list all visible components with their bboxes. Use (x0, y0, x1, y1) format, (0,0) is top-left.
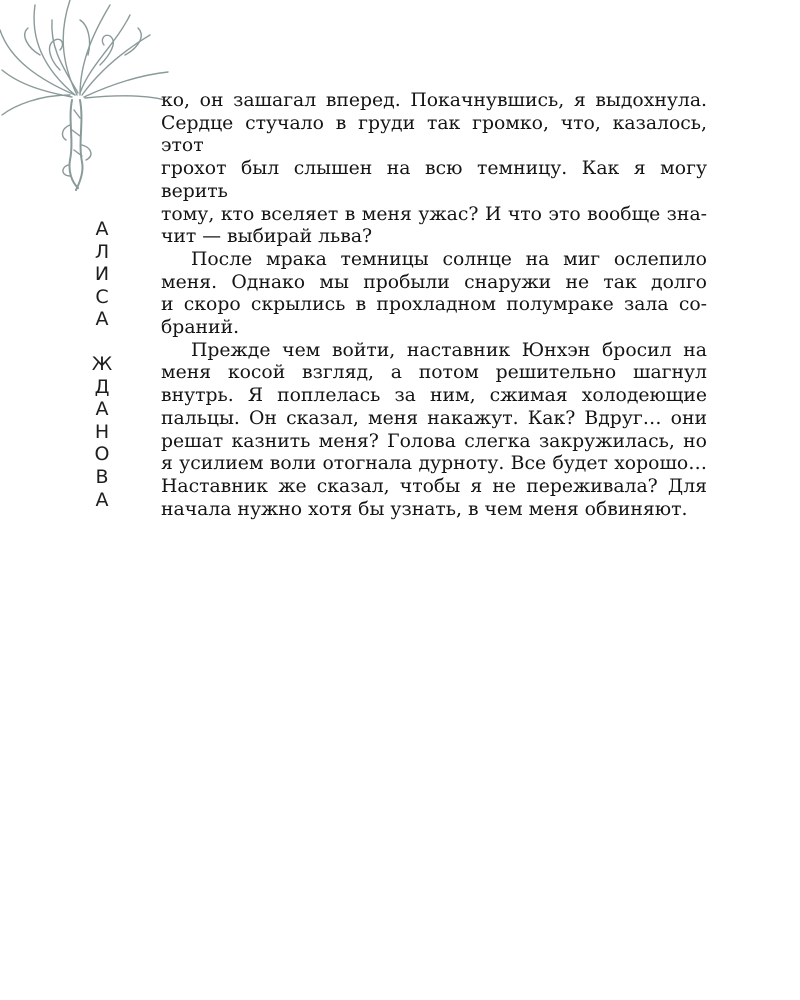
author-letter: А (95, 308, 109, 331)
text-line: Сердце стучало в груди так громко, что, казалось, этот (161, 112, 707, 157)
author-name-gap (88, 331, 116, 353)
text-line: внутрь. Я поплелась за ним, сжимая холодеющие (161, 385, 707, 407)
author-letter: Н (94, 420, 110, 443)
author-letter: В (95, 465, 109, 488)
text-line: Наставник же сказал, чтобы я не переживала? Для (161, 475, 707, 497)
text-line: меня косой взгляд, а потом решительно шагнул (161, 362, 707, 384)
author-name-vertical (88, 218, 116, 511)
text-line: Прежде чем войти, наставник Юнхэн бросил на (191, 339, 707, 361)
text-line: чит — выбирай льва? (161, 226, 373, 248)
text-line: решат казнить меня? Голова слегка закружилась, но (161, 430, 707, 452)
text-line: ко, он зашагал вперед. Покачнувшись, я выдохнула. (161, 90, 707, 111)
text-line: тому, кто вселяет в меня ужас? И что это вообще зна- (161, 203, 707, 225)
text-line: браний. (161, 317, 240, 339)
body-text (161, 90, 707, 521)
author-letter: А (95, 398, 109, 421)
author-letter: Л (94, 240, 110, 263)
text-line: пальцы. Он сказал, меня накажут. Как? Вдруг… они (161, 407, 707, 429)
text-line: и скоро скрылись в прохладном полумраке зала со- (161, 294, 707, 316)
author-letter: С (95, 285, 109, 308)
author-letter: А (95, 488, 109, 511)
text-line: начала нужно хотя бы узнать, в чем меня обвиняют. (161, 498, 688, 520)
author-letter: Ж (91, 352, 113, 375)
text-line: я усилием воли отогнала дурноту. Все будет хорошо… (161, 453, 707, 475)
flame-flower-ornament-icon (0, 0, 170, 200)
author-letter: О (94, 443, 110, 466)
text-line: После мрака темницы солнце на миг ослепило (191, 248, 707, 270)
text-line: меня. Однако мы пробыли снаружи не так долго (161, 271, 707, 293)
author-letter: И (94, 263, 110, 286)
text-line: грохот был слышен на всю темницу. Как я могу верить (161, 158, 707, 202)
author-letter: Д (94, 375, 110, 398)
author-letter: А (95, 218, 109, 240)
